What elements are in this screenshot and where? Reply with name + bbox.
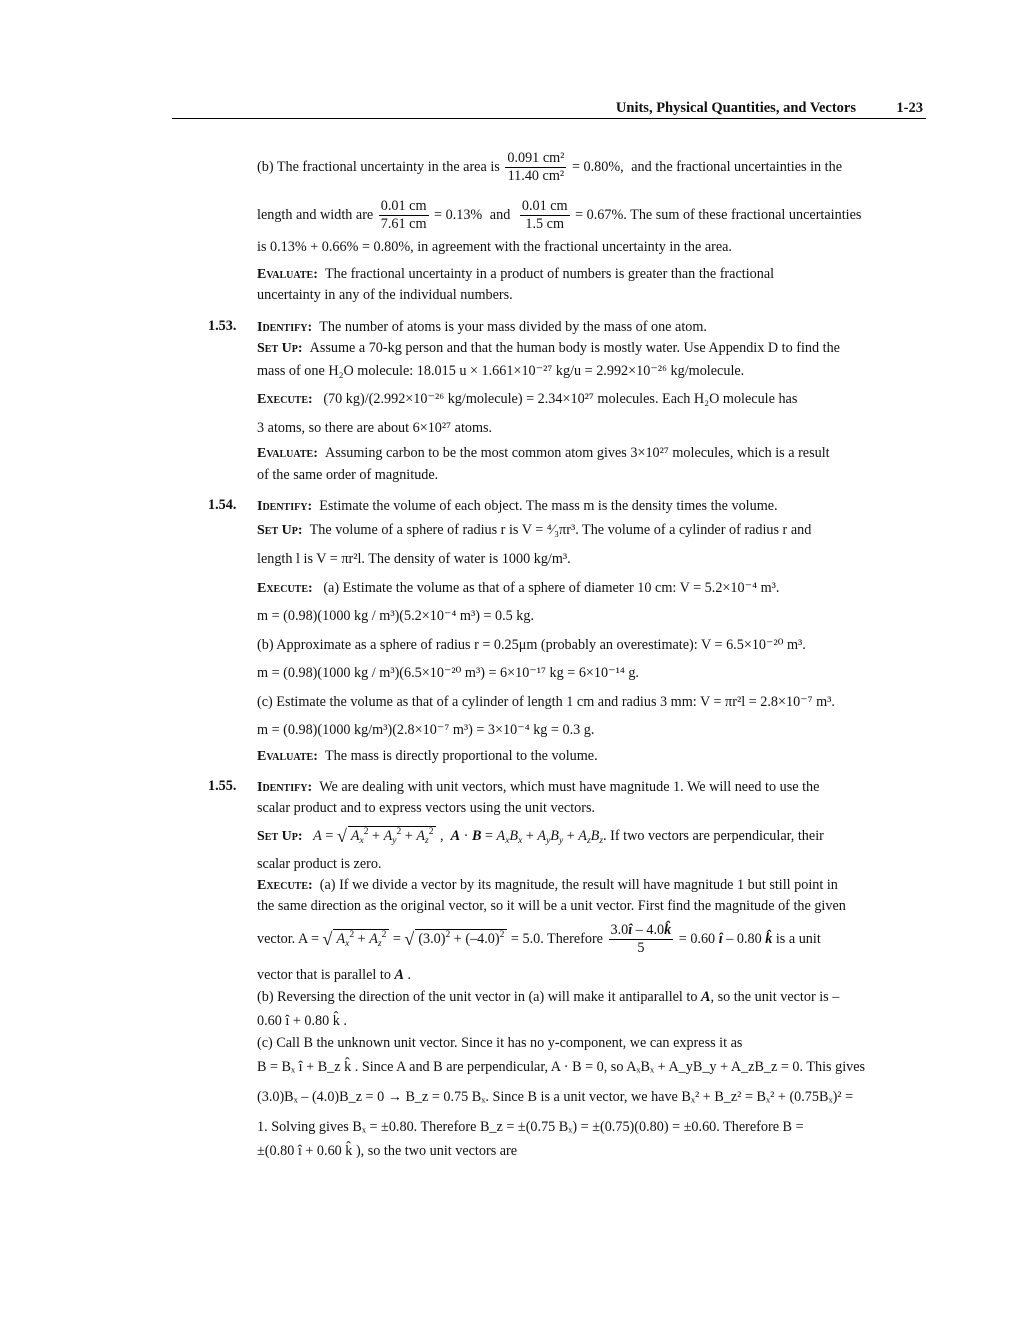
identify-155-line1: Identify: We are dealing with unit vectors, which must have magnitude 1. We will need to use the <box>257 779 820 795</box>
execute-154-a2: m = (0.98)(1000 kg / m³)(5.2×10⁻⁴ m³) = 0.5 kg. <box>257 608 535 624</box>
execute-155-line2: the same direction as the original vector, so it will be a unit vector. First find the magnitude of the given <box>257 898 846 914</box>
chapter-title: Units, Physical Quantities, and Vectors <box>615 100 856 116</box>
setup-155-line1: Set Up: A = √ $A_x^2 + A_y^2 + A_z^2$ , $A \cdot B = A_xB_x + A_yB_y + A_zB_z$. If two vectors are perpendicular, their <box>257 826 824 846</box>
execute-155-c2: B = Bₓ î + B_z k̂ . Since A and B are perpendicular, A · B = 0, so AₓBₓ + A_yB_y + A_zB_z = 0. This gives <box>257 1059 866 1075</box>
execute-155-line3: vector. A = √ $A_x^2 + A_z^2$ = √ $(3.0)^2 + (-4.0)^2 = 5.0$. Therefore $\frac{3.0î - 4.0k̂}{5}$ = 0.60 î – 0.80 k̂ is a unit <box>257 922 821 956</box>
part-b-line1: (b) The fractional uncertainty in the area is $\frac{\text{0.091 cm²}}{\text{11.40 cm²}}$ = 0.80%, and the fractional uncertainties in the <box>257 150 843 184</box>
identify-153: Identify: The number of atoms is your mass divided by the mass of one atom. <box>257 319 707 335</box>
setup-154-line1: Set Up: The volume of a sphere of radius r is V = ⁴⁄₃πr³. The volume of a cylinder of radius r and <box>257 522 812 538</box>
evaluate-52-line1: Evaluate: The fractional uncertainty in a product of numbers is greater than the fractional <box>257 266 775 282</box>
execute-154-b2: m = (0.98)(1000 kg / m³)(6.5×10⁻²⁰ m³) = 6×10⁻¹⁷ kg = 6×10⁻¹⁴ g. <box>257 665 639 681</box>
part-b-line3: is 0.13% + 0.66% = 0.80%, in agreement with the fractional uncertainty in the area. <box>257 239 732 255</box>
area-fraction: $\frac{\text{0.091 cm²}}{\text{11.40 cm²}}$ <box>507 150 565 184</box>
setup-154-line2: length l is V = πr²l. The density of water is 1000 kg/m³. <box>257 551 571 567</box>
setup-153-line2: mass of one H₂O molecule: 18.015 u × 1.661×10⁻²⁷ kg/u = 2.992×10⁻²⁶ kg/molecule. <box>257 363 745 379</box>
identify-154: Identify: Estimate the volume of each object. The mass m is the density times the volume. <box>257 498 778 514</box>
running-header <box>172 98 926 119</box>
execute-155-c1: (c) Call B the unknown unit vector. Since it has no y-component, we can express it as <box>257 1035 743 1051</box>
execute-154-c1: (c) Estimate the volume as that of a cylinder of length 1 cm and radius 3 mm: V = πr²l = 2.8×10⁻⁷ m³. <box>257 694 835 710</box>
unit-vector-fraction: $\frac{3.0î - 4.0k̂}{5}$ <box>610 922 672 956</box>
evaluate-153-line2: of the same order of magnitude. <box>257 467 439 483</box>
part-b-line2: length and width are $\frac{0.01 cm}{7.61 cm}$ = 0.13% and $\frac{0.01 cm}{1.5 cm}$ = 0.67%. The sum of these fractional uncertainties <box>257 198 862 232</box>
execute-154-a1: Execute: (a) Estimate the volume as that of a sphere of diameter 10 cm: V = 5.2×10⁻⁴ m³. <box>257 580 780 596</box>
execute-155-c3: (3.0)Bₓ – (4.0)B_z = 0 → B_z = 0.75 Bₓ. Since B is a unit vector, we have Bₓ² + B_z² = Bₓ² + (0.75Bₓ)² = <box>257 1089 854 1105</box>
problem-number-155: 1.55. <box>208 778 237 794</box>
problem-number-154: 1.54. <box>208 497 237 513</box>
execute-153-line2: 3 atoms, so there are about 6×10²⁷ atoms. <box>257 420 493 436</box>
execute-153-line1: Execute: (70 kg)/(2.992×10⁻²⁶ kg/molecule) = 2.34×10²⁷ molecules. Each H₂O molecule has <box>257 391 798 407</box>
problem-number-153: 1.53. <box>208 318 237 334</box>
evaluate-52-line2: uncertainty in any of the individual numbers. <box>257 287 513 303</box>
execute-155-c4: 1. Solving gives Bₓ = ±0.80. Therefore B_z = ±(0.75 Bₓ) = ±(0.75)(0.80) = ±0.60. Therefore B = <box>257 1119 804 1135</box>
execute-155-b1: (b) Reversing the direction of the unit vector in (a) will make it antiparallel to A, so the unit vector is – <box>257 989 840 1005</box>
setup-153-line1: Set Up: Assume a 70-kg person and that the human body is mostly water. Use Appendix D to find the <box>257 340 840 356</box>
execute-155-b2: 0.60 î + 0.80 k̂ . <box>257 1013 347 1029</box>
evaluate-153-line1: Evaluate: Assuming carbon to be the most common atom gives 3×10²⁷ molecules, which is a result <box>257 445 830 461</box>
width-fraction: $\frac{0.01 cm}{1.5 cm}$ <box>521 198 568 232</box>
execute-155-c5: ±(0.80 î + 0.60 k̂ ), so the two unit vectors are <box>257 1143 518 1159</box>
evaluate-154: Evaluate: The mass is directly proportional to the volume. <box>257 748 598 764</box>
execute-155-line1: Execute: (a) If we divide a vector by its magnitude, the result will have magnitude 1 but still point in <box>257 877 838 893</box>
execute-154-c2: m = (0.98)(1000 kg/m³)(2.8×10⁻⁷ m³) = 3×10⁻⁴ kg = 0.3 g. <box>257 722 595 738</box>
identify-155-line2: scalar product and to express vectors using the unit vectors. <box>257 800 596 816</box>
length-fraction: $\frac{0.01 cm}{7.61 cm}$ <box>380 198 427 232</box>
setup-155-line2: scalar product is zero. <box>257 856 382 872</box>
page-number: 1-23 <box>896 100 923 116</box>
execute-155-line4: vector that is parallel to A . <box>257 967 412 983</box>
execute-154-b1: (b) Approximate as a sphere of radius r = 0.25μm (probably an overestimate): V = 6.5×10⁻²⁰ m³. <box>257 637 806 653</box>
